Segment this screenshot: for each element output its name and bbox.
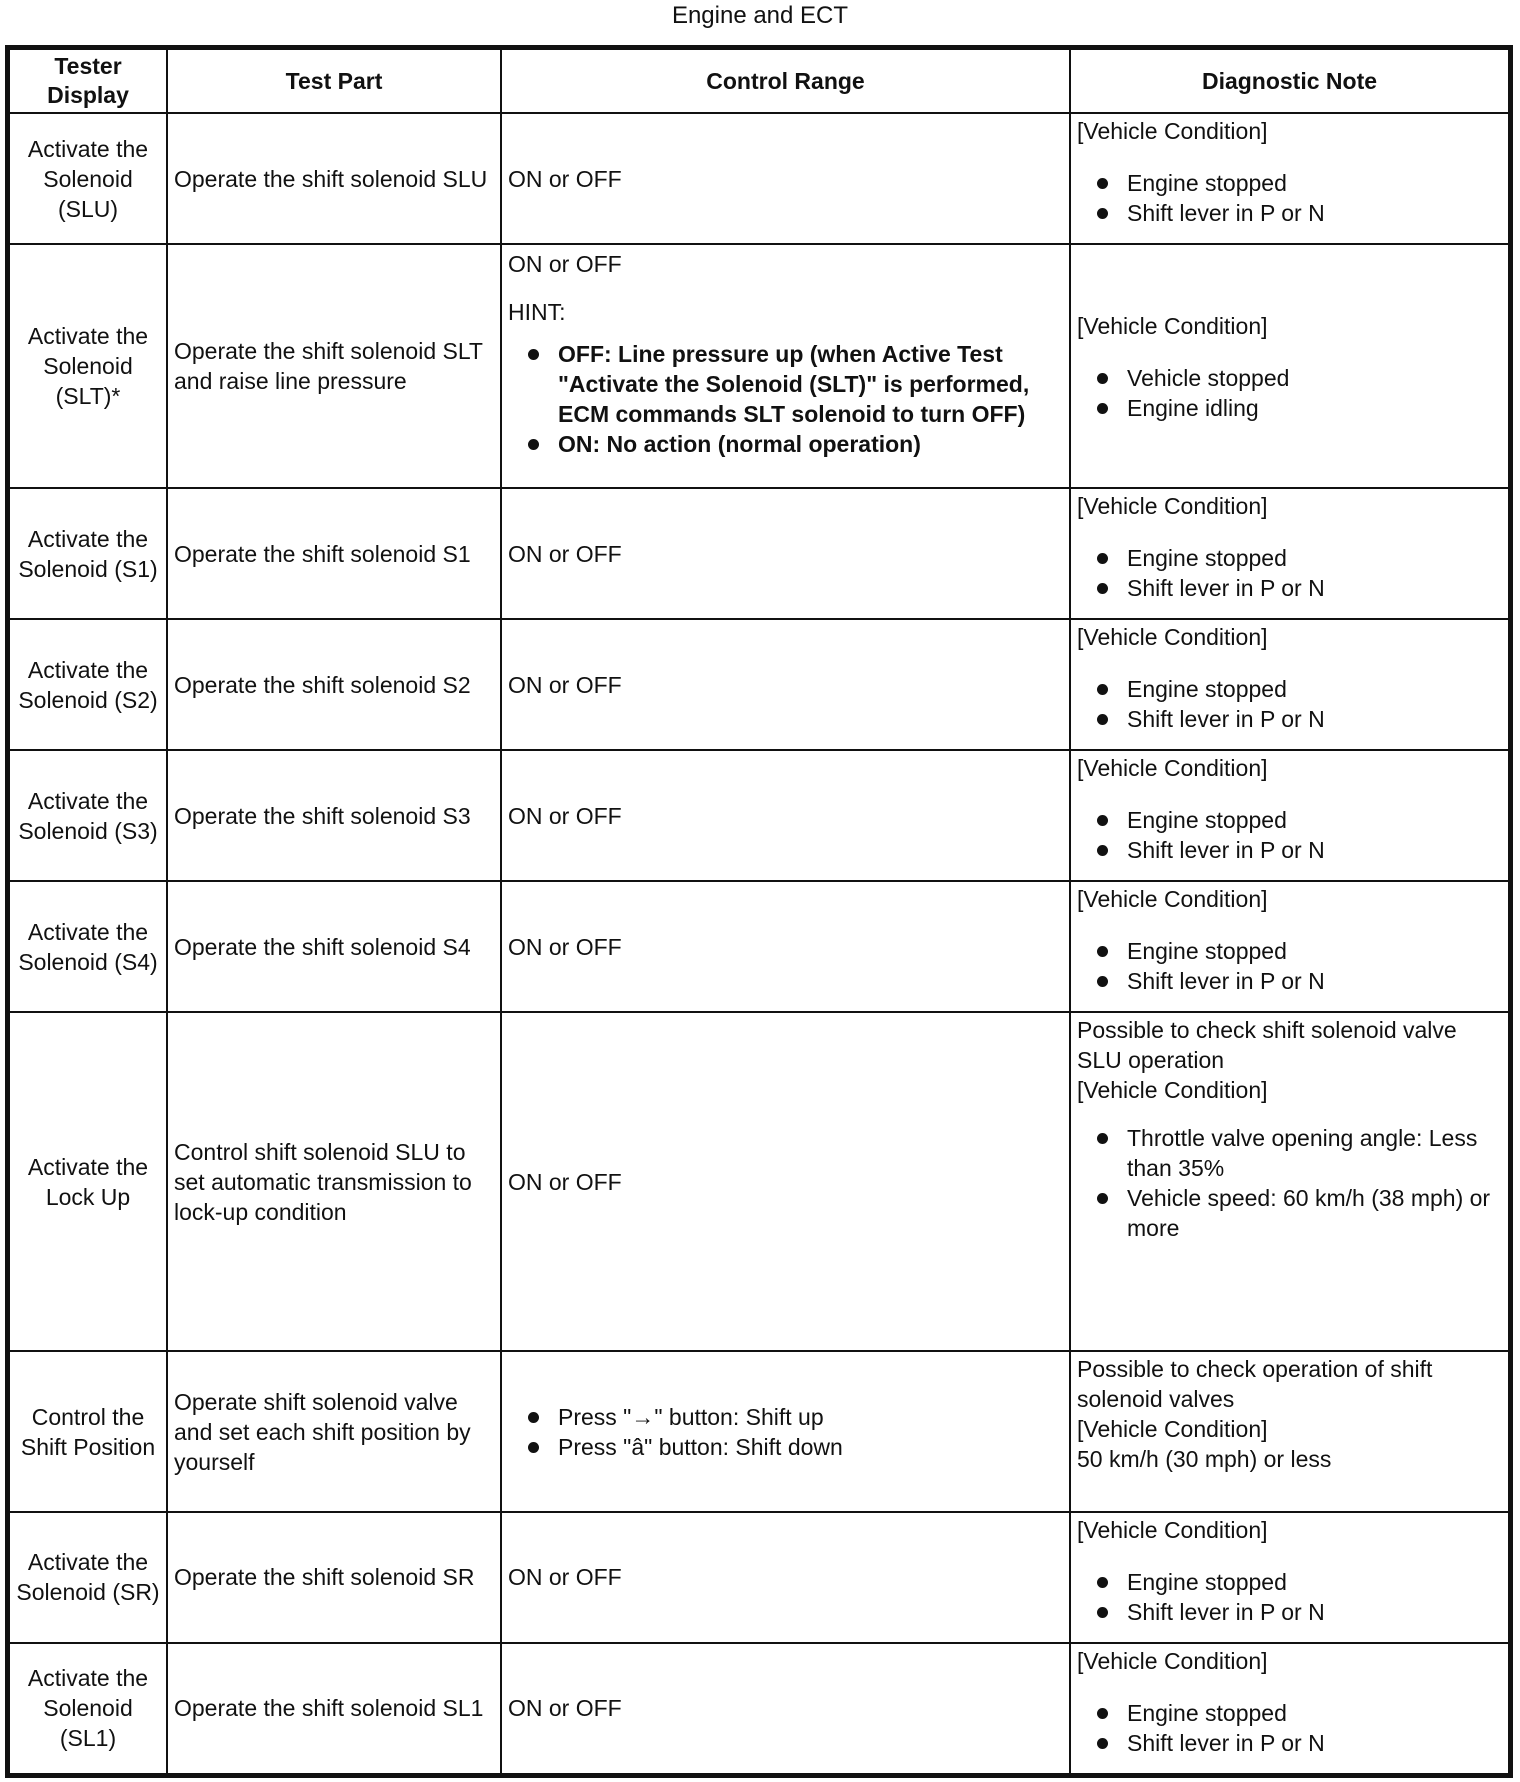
note-bullet: Shift lever in P or N xyxy=(1077,704,1502,734)
hint-label: HINT: xyxy=(508,299,566,326)
note-bullet: Engine stopped xyxy=(1077,674,1502,704)
test-part-cell: Operate the shift solenoid S3 xyxy=(167,750,501,881)
control-range-cell: ON or OFF xyxy=(501,750,1070,881)
note-title: [Vehicle Condition] xyxy=(1077,1647,1268,1674)
note-bullet: Shift lever in P or N xyxy=(1077,198,1502,228)
table-row xyxy=(9,488,1509,619)
control-bullet: Press "â" button: Shift down xyxy=(508,1432,1063,1462)
test-part-cell: Operate the shift solenoid S2 xyxy=(167,619,501,750)
tester-display-cell: Activate the Solenoid (S2) xyxy=(9,619,167,750)
note-bullet: Engine stopped xyxy=(1077,805,1502,835)
active-test-table xyxy=(5,45,1513,1778)
note-title: [Vehicle Condition] xyxy=(1077,118,1268,144)
diagnostic-note-cell xyxy=(1070,1643,1509,1774)
diagnostic-note-cell xyxy=(1070,1012,1509,1351)
table-row xyxy=(9,1351,1509,1511)
note-intro: Possible to check operation of shift solenoid valves xyxy=(1077,1356,1433,1413)
note-title: [Vehicle Condition] xyxy=(1077,624,1268,651)
tester-display-cell: Activate the Solenoid (S3) xyxy=(9,750,167,881)
table-row xyxy=(9,1643,1509,1774)
table-row xyxy=(9,1012,1509,1351)
test-part-cell: Operate the shift solenoid SLT and raise line pressure xyxy=(167,244,501,488)
note-bullet: Vehicle speed: 60 km/h (38 mph) or more xyxy=(1077,1183,1502,1243)
control-range-cell: ON or OFF xyxy=(501,488,1070,619)
diagnostic-note-cell xyxy=(1070,750,1509,881)
page-title: Engine and ECT xyxy=(671,2,849,29)
test-part-cell: Operate the shift solenoid SR xyxy=(167,1512,501,1643)
tester-display-cell: Activate the Solenoid (SLT)* xyxy=(9,244,167,488)
note-bullet: Engine stopped xyxy=(1077,168,1502,198)
note-title: [Vehicle Condition] xyxy=(1077,313,1268,340)
header-control-range: Control Range xyxy=(501,49,1070,113)
hint-bullet: OFF: Line pressure up (when Active Test "Activate the Solenoid (SLT)" is performed, ECM commands SLT solenoid to turn OFF) xyxy=(508,339,1063,429)
diagnostic-note-cell xyxy=(1070,113,1509,244)
control-bullet: Press "→" button: Shift up xyxy=(508,1402,1063,1432)
header-diagnostic-note: Diagnostic Note xyxy=(1070,49,1509,113)
note-bullet: Shift lever in P or N xyxy=(1077,573,1502,603)
note-title: [Vehicle Condition] xyxy=(1077,1077,1268,1104)
test-part-cell: Operate the shift solenoid S1 xyxy=(167,488,501,619)
control-range-cell: ON or OFF xyxy=(501,619,1070,750)
control-range-cell: ON or OFF xyxy=(501,113,1070,244)
table-row xyxy=(9,113,1509,244)
header-tester-display: Tester Display xyxy=(9,49,167,113)
diagnostic-note-cell xyxy=(1070,1512,1509,1643)
control-range-cell: ON or OFF xyxy=(501,1012,1070,1351)
test-part-cell: Operate shift solenoid valve and set each shift position by yourself xyxy=(167,1351,501,1511)
note-bullet: Engine stopped xyxy=(1077,543,1502,573)
note-bullet: Engine stopped xyxy=(1077,1567,1502,1597)
table-row xyxy=(9,619,1509,750)
header-test-part: Test Part xyxy=(167,49,501,113)
control-range-cell: ON or OFF xyxy=(501,1512,1070,1643)
note-bullet: Engine stopped xyxy=(1077,1698,1502,1728)
note-title: [Vehicle Condition] xyxy=(1077,1516,1268,1543)
note-bullet: Shift lever in P or N xyxy=(1077,966,1502,996)
table-row xyxy=(9,750,1509,881)
test-part-cell: Control shift solenoid SLU to set automatic transmission to lock-up condition xyxy=(167,1012,501,1351)
table-row xyxy=(9,1512,1509,1643)
note-title: [Vehicle Condition] xyxy=(1077,493,1268,520)
note-title: [Vehicle Condition] xyxy=(1077,755,1268,782)
note-title: [Vehicle Condition] xyxy=(1077,886,1268,913)
tester-display-cell: Activate the Solenoid (SLU) xyxy=(9,113,167,244)
control-range-cell: ON or OFF xyxy=(501,881,1070,1012)
tester-display-cell: Activate the Lock Up xyxy=(9,1012,167,1351)
test-part-cell: Operate the shift solenoid SLU xyxy=(167,113,501,244)
note-bullet: Engine stopped xyxy=(1077,936,1502,966)
tester-display-cell: Activate the Solenoid (S1) xyxy=(9,488,167,619)
table-row xyxy=(9,881,1509,1012)
diagnostic-note-cell xyxy=(1070,244,1509,488)
tester-display-cell: Activate the Solenoid (SR) xyxy=(9,1512,167,1643)
control-range-text: ON or OFF xyxy=(508,251,622,278)
control-range-cell xyxy=(501,244,1070,488)
note-bullet: Throttle valve opening angle: Less than 35% xyxy=(1077,1123,1502,1183)
diagnostic-note-cell xyxy=(1070,881,1509,1012)
table-header-row xyxy=(9,49,1509,113)
note-bullet: Shift lever in P or N xyxy=(1077,1597,1502,1627)
hint-bullet: ON: No action (normal operation) xyxy=(508,429,1063,459)
tester-display-cell: Activate the Solenoid (S4) xyxy=(9,881,167,1012)
diagnostic-note-cell xyxy=(1070,488,1509,619)
note-bullet: Shift lever in P or N xyxy=(1077,1728,1502,1758)
tester-display-cell: Control the Shift Position xyxy=(9,1351,167,1511)
diagnostic-note-cell xyxy=(1070,1351,1509,1511)
note-bullet: Vehicle stopped xyxy=(1077,363,1502,393)
note-bullet: Shift lever in P or N xyxy=(1077,835,1502,865)
control-range-cell xyxy=(501,1351,1070,1511)
test-part-cell: Operate the shift solenoid SL1 xyxy=(167,1643,501,1774)
control-range-cell: ON or OFF xyxy=(501,1643,1070,1774)
test-part-cell: Operate the shift solenoid S4 xyxy=(167,881,501,1012)
table-row xyxy=(9,244,1509,488)
diagnostic-note-cell xyxy=(1070,619,1509,750)
note-title: [Vehicle Condition] xyxy=(1077,1416,1268,1443)
note-intro: Possible to check shift solenoid valve SLU operation xyxy=(1077,1017,1457,1074)
note-bullet: Engine idling xyxy=(1077,393,1502,423)
note-text: 50 km/h (30 mph) or less xyxy=(1077,1446,1332,1473)
tester-display-cell: Activate the Solenoid (SL1) xyxy=(9,1643,167,1774)
